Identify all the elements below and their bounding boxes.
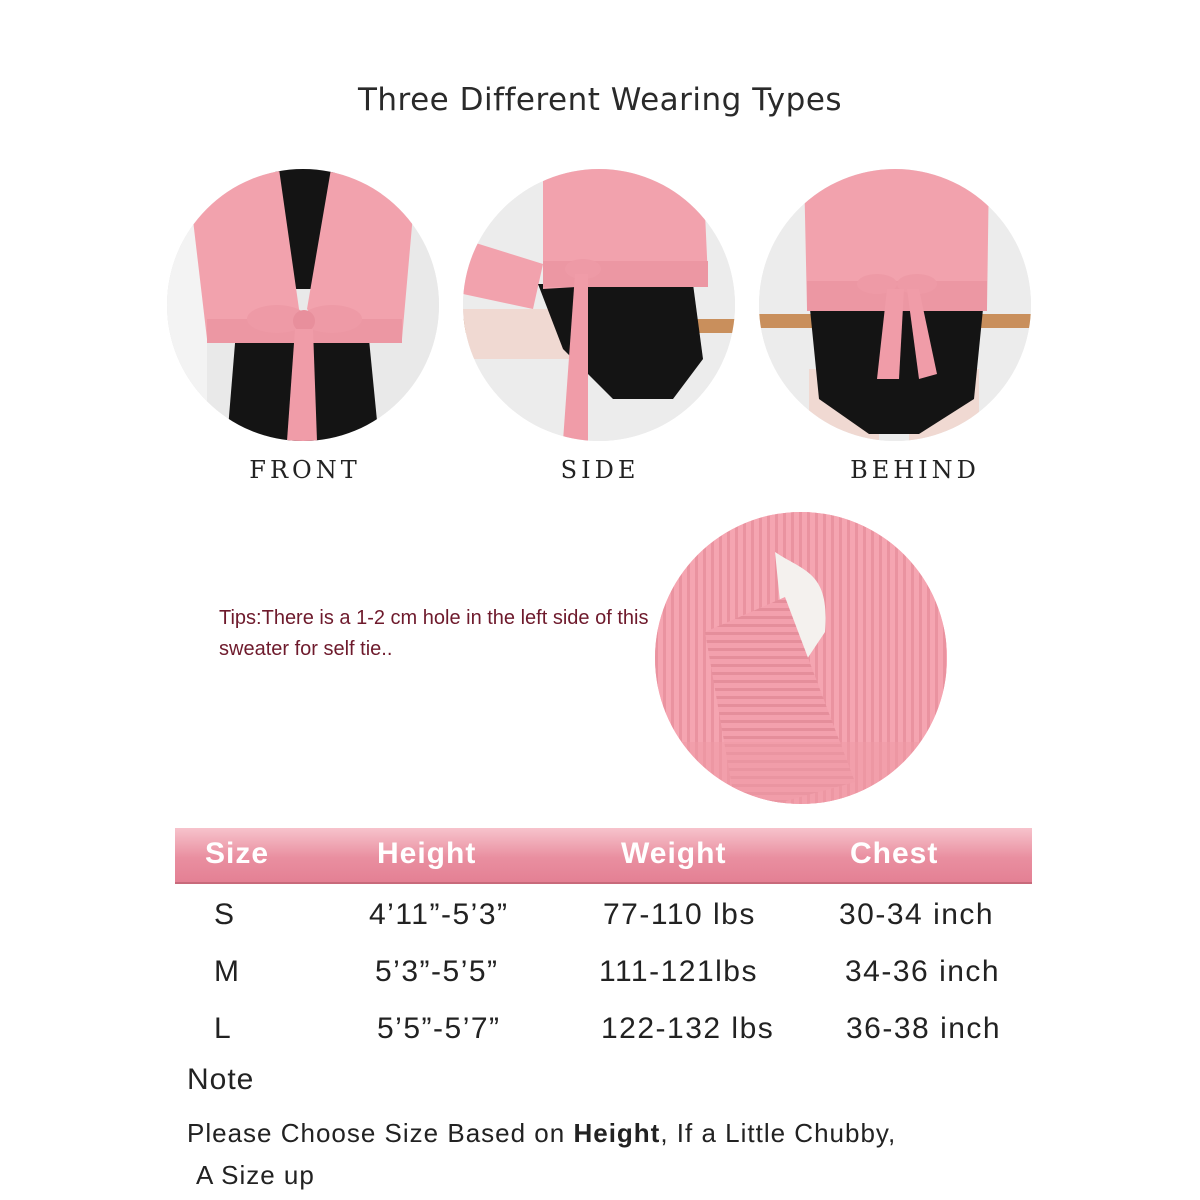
hole-detail-photo: [655, 512, 947, 804]
note-label: Note: [187, 1063, 255, 1096]
tips-text: Tips:There is a 1-2 cm hole in the left side of this sweater for self tie..: [219, 607, 649, 660]
behind-view-photo: [759, 169, 1031, 441]
size-table-header: [175, 828, 1032, 884]
size-cell: L: [214, 1012, 233, 1045]
chest-cell: 36-38 inch: [846, 1012, 1002, 1045]
size-advice-line2: A Size up: [196, 1160, 315, 1190]
weight-cell: 77-110 lbs: [603, 898, 756, 931]
chest-cell: 30-34 inch: [839, 898, 995, 931]
weight-cell: 111-121lbs: [599, 955, 758, 988]
front-view-photo: [167, 169, 439, 441]
height-cell: 5’5”-5’7”: [377, 1012, 501, 1045]
column-header-weight: Weight: [621, 837, 727, 870]
caption-side: SIDE: [560, 456, 640, 484]
column-header-height: Height: [377, 837, 477, 870]
page-title: Three Different Wearing Types: [357, 82, 843, 118]
caption-front: FRONT: [249, 456, 361, 484]
advice-text-end: , If a Little Chubby,: [660, 1118, 897, 1148]
height-cell: 4’11”-5’3”: [369, 898, 509, 931]
chest-cell: 34-36 inch: [845, 955, 1001, 988]
size-cell: M: [214, 955, 241, 988]
column-header-size: Size: [205, 837, 270, 870]
size-advice-line1: [187, 1118, 896, 1149]
weight-cell: 122-132 lbs: [601, 1012, 775, 1045]
height-cell: 5’3”-5’5”: [375, 955, 499, 988]
advice-text: Please Choose Size Based on: [187, 1118, 574, 1148]
size-cell: S: [214, 898, 236, 931]
side-view-photo: [463, 169, 735, 441]
column-header-chest: Chest: [850, 837, 939, 870]
advice-emphasis: Height: [573, 1118, 661, 1148]
caption-behind: BEHIND: [850, 456, 980, 484]
